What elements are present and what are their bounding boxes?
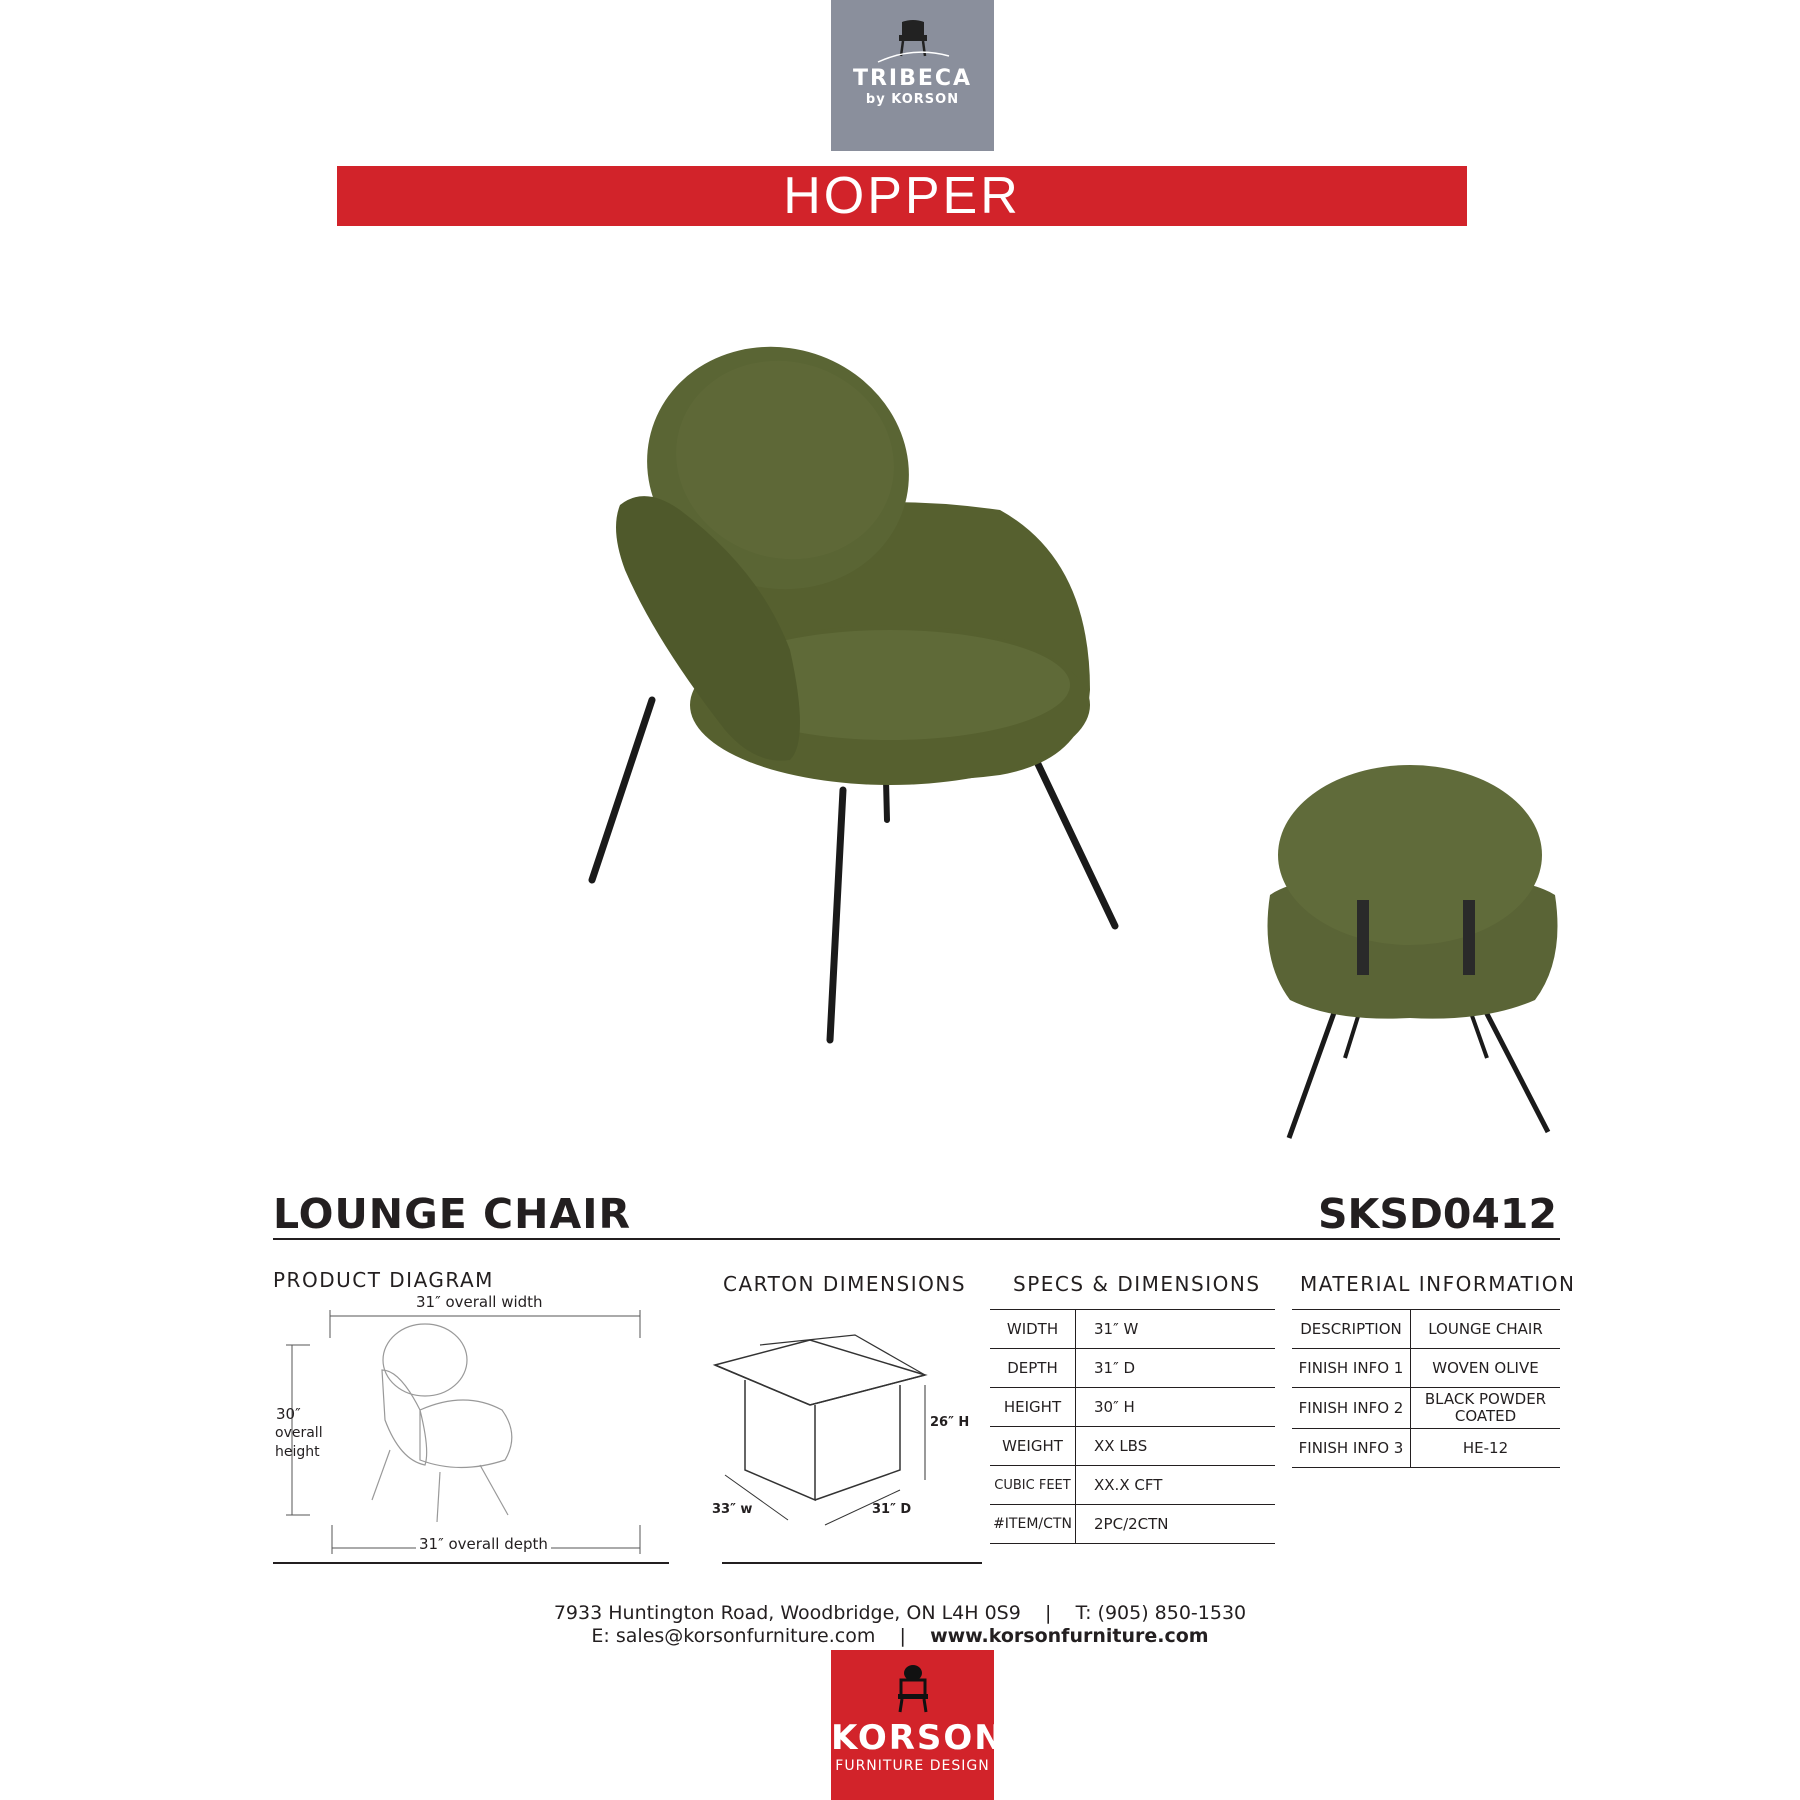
table-row (990, 1427, 1275, 1466)
specs-table (990, 1309, 1275, 1544)
spec-value: 31″ W (1076, 1310, 1276, 1349)
chair-front-photo (560, 320, 1140, 1060)
carton-divider (722, 1562, 982, 1564)
table-row (1292, 1388, 1560, 1429)
footer-contact-line2 (0, 1625, 1800, 1647)
sku-code: SKSD0412 (1318, 1190, 1557, 1238)
table-row (990, 1310, 1275, 1349)
tribeca-logo (831, 0, 994, 151)
diagram-divider (273, 1562, 669, 1564)
table-row (990, 1466, 1275, 1505)
spec-value: XX LBS (1076, 1427, 1276, 1466)
material-label: FINISH INFO 3 (1292, 1429, 1411, 1468)
material-value: HE-12 (1411, 1429, 1561, 1468)
spec-value: 30″ H (1076, 1388, 1276, 1427)
material-label: FINISH INFO 1 (1292, 1349, 1411, 1388)
table-row (990, 1505, 1275, 1544)
spec-value: 31″ D (1076, 1349, 1276, 1388)
material-value: WOVEN OLIVE (1411, 1349, 1561, 1388)
spec-label: HEIGHT (990, 1388, 1076, 1427)
diagram-height-number: 30″ (276, 1405, 301, 1423)
product-type-heading: LOUNGE CHAIR (273, 1190, 632, 1238)
table-row (1292, 1429, 1560, 1468)
material-value: LOUNGE CHAIR (1411, 1310, 1561, 1349)
spec-label: #ITEM/CTN (990, 1505, 1076, 1544)
table-row (1292, 1310, 1560, 1349)
headline-divider (273, 1238, 1560, 1240)
chair-icon (893, 1664, 933, 1714)
title-banner (337, 166, 1467, 226)
korson-logo (831, 1650, 1005, 1800)
footer-phone[interactable]: T: (905) 850-1530 (1075, 1602, 1247, 1624)
carton-depth-label: 31″ D (872, 1502, 912, 1517)
spec-value: 2PC/2CTN (1076, 1505, 1276, 1544)
korson-subline: FURNITURE DESIGN (835, 1758, 990, 1774)
specs-heading: SPECS & DIMENSIONS (1013, 1272, 1261, 1296)
footer-separator: | (899, 1625, 906, 1647)
diagram-height-word2: height (275, 1444, 320, 1460)
material-table (1292, 1309, 1560, 1468)
carton-height-label: 26″ H (930, 1415, 970, 1430)
diagram-depth-label: 31″ overall depth (416, 1535, 551, 1553)
tribeca-subline: by KORSON (865, 92, 960, 107)
product-diagram (280, 1300, 660, 1570)
chair-back-photo (1255, 760, 1565, 1150)
material-label: FINISH INFO 2 (1292, 1388, 1411, 1429)
footer-contact-line1 (0, 1602, 1800, 1624)
product-title: HOPPER (783, 167, 1021, 225)
carton-dimensions-heading: CARTON DIMENSIONS (723, 1272, 967, 1296)
spec-label: WIDTH (990, 1310, 1076, 1349)
material-value: BLACK POWDER COATED (1411, 1388, 1561, 1429)
carton-width-label: 33″ w (712, 1502, 753, 1517)
spec-label: WEIGHT (990, 1427, 1076, 1466)
spec-label: DEPTH (990, 1349, 1076, 1388)
spec-value: XX.X CFT (1076, 1466, 1276, 1505)
material-heading: MATERIAL INFORMATION (1300, 1272, 1576, 1296)
footer-separator: | (1045, 1602, 1052, 1624)
tribeca-wordmark: TRIBECA (852, 66, 973, 91)
carton-diagram (700, 1330, 980, 1560)
footer-email[interactable]: E: sales@korsonfurniture.com (591, 1625, 876, 1647)
diagram-height-word1: overall (275, 1425, 323, 1441)
material-label: DESCRIPTION (1292, 1310, 1411, 1349)
swoosh-icon (876, 50, 951, 64)
product-diagram-heading: PRODUCT DIAGRAM (273, 1268, 494, 1292)
table-row (990, 1388, 1275, 1427)
table-row (1292, 1349, 1560, 1388)
footer-address: 7933 Huntington Road, Woodbridge, ON L4H 0S9 (553, 1602, 1021, 1624)
footer-website-link[interactable]: www.korsonfurniture.com (930, 1625, 1209, 1647)
korson-wordmark: KORSON (831, 1718, 1005, 1758)
table-row (990, 1349, 1275, 1388)
diagram-width-label: 31″ overall width (413, 1293, 546, 1311)
spec-label: CUBIC FEET (990, 1466, 1076, 1505)
